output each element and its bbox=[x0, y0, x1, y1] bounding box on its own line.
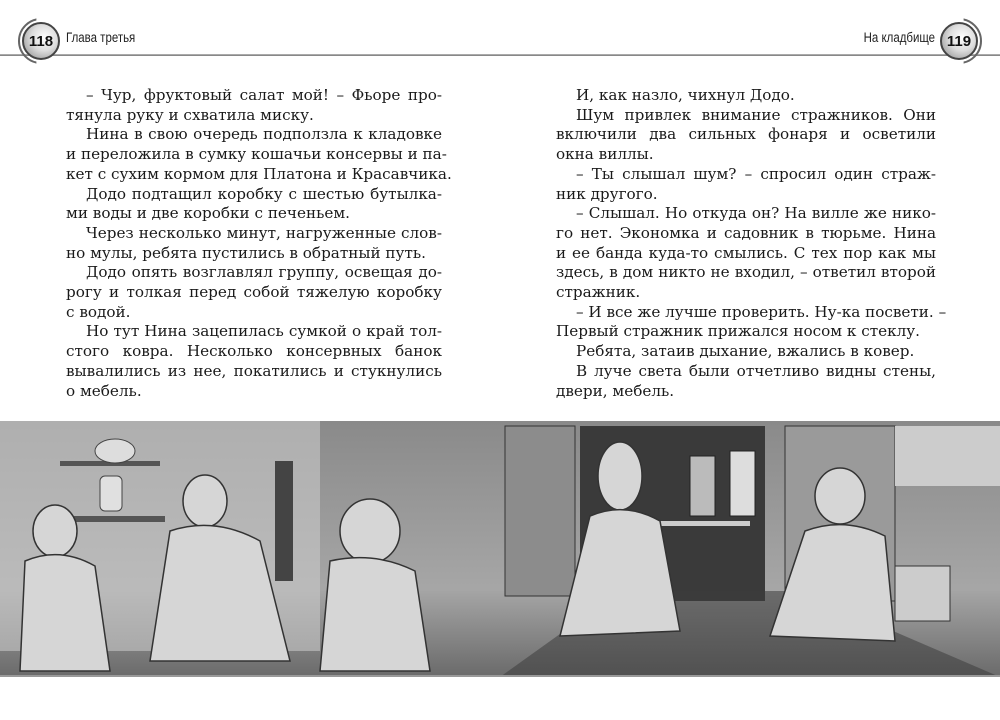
text-line: ми воды и две коробки с печеньем. bbox=[66, 204, 350, 223]
text-line: включили два сильных фонаря и осветили bbox=[556, 125, 936, 144]
text-line: ник другого. bbox=[556, 184, 658, 203]
text-line: но мулы, ребята пустились в обратный путь. bbox=[66, 243, 426, 262]
text-line: – И все же лучше проверить. Ну-ка посвети. – bbox=[576, 302, 947, 321]
left-running-title: Глава третья bbox=[66, 30, 136, 45]
text-line: рогу и толкая перед собой тяжелую коробку bbox=[66, 283, 442, 302]
text-line: – Слышал. Но откуда он? На вилле же нико- bbox=[576, 204, 936, 223]
text-line: – Чур, фруктовый салат мой! – Фьоре про- bbox=[86, 86, 442, 104]
text-line: Через несколько минут, нагруженные слов- bbox=[86, 223, 442, 242]
text-line: И, как назло, чихнул Додо. bbox=[576, 86, 795, 104]
right-page-text bbox=[556, 86, 947, 401]
text-line: здесь, в дом никто не входил, – ответил второй bbox=[556, 263, 936, 282]
right-page-number: 119 bbox=[940, 22, 978, 60]
text-line: стого ковра. Несколько консервных банок bbox=[66, 342, 442, 361]
left-page-number: 118 bbox=[22, 22, 60, 60]
text-line: вывалились из нее, покатились и стукнулись bbox=[66, 361, 442, 380]
pencil-drawing-illustration-icon bbox=[0, 421, 1000, 677]
header-rule bbox=[0, 54, 1000, 56]
right-running-title: На кладбище bbox=[863, 30, 935, 45]
text-line: Нина в свою очередь подползла к кладовке bbox=[86, 125, 442, 144]
text-line: кет с сухим кормом для Платона и Красавчика. bbox=[66, 164, 452, 183]
text-line: тянула руку и схватила миску. bbox=[66, 105, 314, 124]
text-line: В луче света были отчетливо видны стены, bbox=[576, 361, 936, 380]
text-line: го нет. Экономка и садовник в тюрьме. Нина bbox=[556, 223, 936, 242]
text-line: и переложила в сумку кошачьи консервы и па- bbox=[66, 145, 447, 164]
text-line: и ее банда куда-то смылись. С тех пор как мы bbox=[556, 243, 936, 262]
text-line: окна виллы. bbox=[556, 145, 654, 164]
text-line: стражник. bbox=[556, 283, 641, 302]
text-line: – Ты слышал шум? – спросил один страж- bbox=[576, 164, 936, 183]
text-line: с водой. bbox=[66, 302, 131, 321]
text-line: Додо подтащил коробку с шестью бутылка- bbox=[86, 184, 442, 203]
text-line: Первый стражник прижался носом к стеклу. bbox=[556, 322, 920, 341]
text-line: двери, мебель. bbox=[556, 381, 675, 400]
text-line: Ребята, затаив дыхание, вжались в ковер. bbox=[576, 342, 915, 361]
text-line: о мебель. bbox=[66, 381, 142, 400]
text-line: Но тут Нина зацепилась сумкой о край тол- bbox=[86, 322, 442, 341]
text-line: Шум привлек внимание стражников. Они bbox=[576, 105, 936, 124]
text-line: Додо опять возглавлял группу, освещая до- bbox=[86, 263, 442, 282]
left-page-text bbox=[66, 86, 452, 401]
